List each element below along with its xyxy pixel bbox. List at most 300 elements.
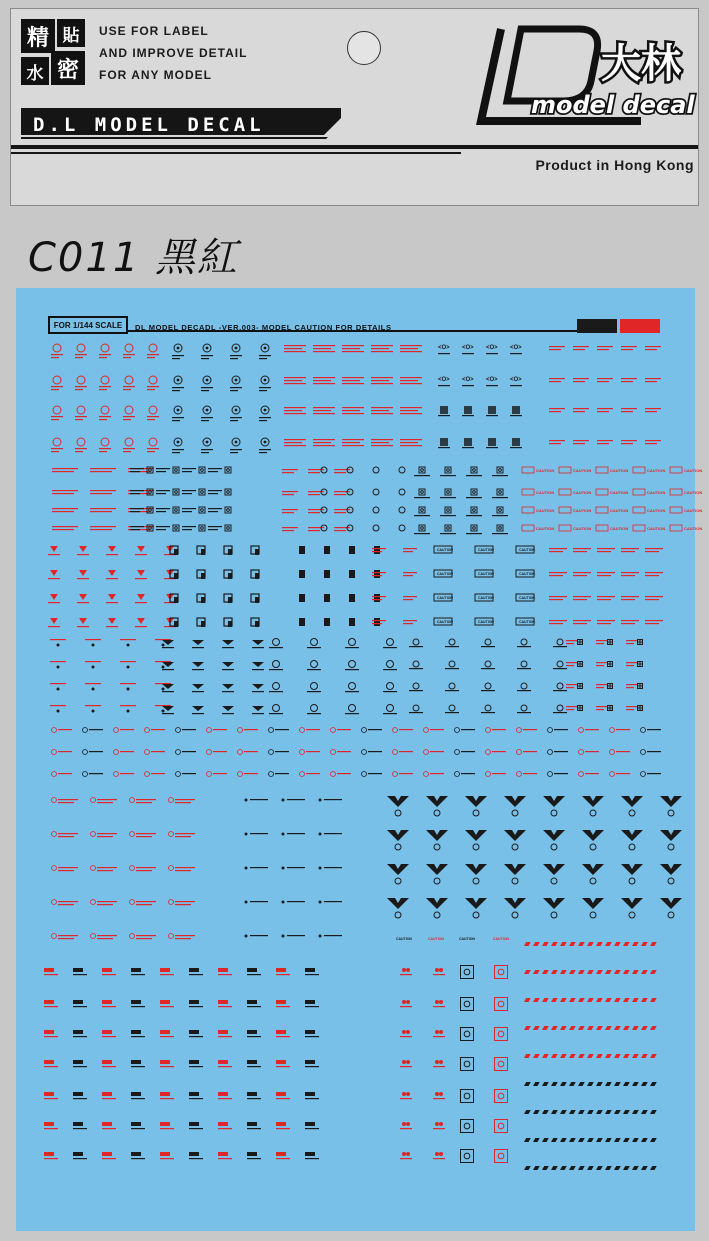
decal-caution-box: [559, 525, 571, 531]
decal-caution-text: CAUTION: [428, 937, 444, 941]
decal-line: [523, 751, 537, 752]
decal-line: [549, 408, 565, 409]
decal-chevron-ring: [629, 844, 635, 850]
decal-target-dot: [264, 379, 267, 382]
decal-dot: [57, 666, 60, 669]
decal-line: [596, 640, 608, 641]
decal-line: [433, 1098, 445, 1099]
decal-line: [247, 1098, 261, 1099]
decal-dot: [57, 710, 60, 713]
tagline-2: AND IMPROVE DETAIL: [99, 46, 248, 60]
decal-hazard-stripe: [524, 1082, 531, 1086]
decal-hazard-stripe: [632, 1138, 639, 1142]
decal-box-ring: [498, 1123, 504, 1129]
decal-box-ring: [464, 1061, 470, 1067]
decal-triangle: [222, 706, 234, 711]
decal-mark: [402, 1122, 406, 1126]
decal-line: [305, 1036, 319, 1037]
decal-box-ring: [639, 641, 641, 643]
decal-line: [372, 548, 386, 549]
decal-line: [156, 511, 166, 512]
decal-mark: [149, 376, 157, 384]
decal-mark: [53, 376, 61, 384]
decal-line: [553, 646, 567, 647]
decal-line: [162, 647, 174, 648]
decal-tag: [131, 1152, 141, 1156]
decal-box-ring: [579, 685, 581, 687]
decal-line: [99, 419, 107, 420]
decal-box: [608, 706, 613, 711]
decal-hazard-stripe: [560, 1026, 567, 1030]
decal-line: [573, 548, 591, 549]
decal-hazard-stripe: [578, 942, 585, 946]
decal-line: [549, 551, 563, 552]
decal-mark: [399, 525, 405, 531]
decal-box-ring: [473, 509, 476, 512]
decal-chevron: [465, 898, 487, 909]
decal-mark: [101, 344, 109, 352]
decal-line: [573, 440, 589, 441]
decal-mark: [53, 344, 61, 352]
decal-line: [324, 901, 342, 902]
decal-line: [372, 620, 386, 621]
decal-line: [182, 468, 196, 469]
decal-box: [495, 1150, 508, 1163]
decal-hazard-stripe: [533, 998, 540, 1002]
decal-caution-text: CAUTION: [610, 526, 629, 531]
decal-chevron: [660, 898, 682, 909]
decal-line: [371, 439, 393, 440]
decal-line: [106, 554, 118, 555]
decal-line: [218, 1128, 232, 1129]
decal-hazard-stripe: [524, 1110, 531, 1114]
decal-line: [597, 381, 609, 382]
decal-mark: [319, 799, 322, 802]
decal-line: [120, 751, 134, 752]
decal-caution-text: CAUTION: [536, 508, 555, 513]
decal-mark: [83, 772, 88, 777]
decal-mark: [455, 772, 460, 777]
decal-hazard-stripe: [614, 1110, 621, 1114]
decal-line: [213, 751, 227, 752]
decal-caution-text: CAUTION: [684, 526, 703, 531]
decal-tag: [131, 1122, 141, 1126]
decal-mark: [413, 705, 419, 711]
decal-caution-text: CAUTION: [573, 490, 592, 495]
decal-line: [50, 661, 66, 662]
decal-mark: [300, 750, 305, 755]
decal-chevron: [504, 898, 526, 909]
decal-caution-text: CAUTION: [519, 572, 535, 576]
decal-mark: [125, 344, 133, 352]
decal-line: [371, 383, 393, 384]
decal-box-ring: [175, 469, 178, 472]
decal-line: [156, 490, 170, 491]
decal-mark: [406, 1122, 410, 1126]
decal-line: [259, 452, 267, 453]
decal-line: [372, 551, 382, 552]
decal-line: [645, 440, 661, 441]
decal-mark: [53, 406, 61, 414]
decal-mark: [52, 798, 57, 803]
decal-caution-text: CAUTION: [573, 468, 592, 473]
decal-line: [189, 1158, 203, 1159]
decal-hazard-stripe: [560, 1110, 567, 1114]
decal-box: [173, 525, 179, 531]
decal-tag: [102, 1122, 112, 1126]
decal-line: [275, 751, 289, 752]
decal-line: [230, 449, 242, 450]
decal-mark: [439, 968, 443, 972]
decal-red-mark: [79, 594, 87, 600]
decal-line: [621, 440, 637, 441]
decal-line: [131, 974, 145, 975]
decal-line: [645, 596, 663, 597]
decal-line: [645, 599, 659, 600]
decal-line: [44, 1158, 58, 1159]
decal-tag: [131, 1060, 141, 1064]
decal-mark: [101, 406, 109, 414]
decal-line: [313, 407, 335, 408]
decal-hazard-stripe: [542, 1026, 549, 1030]
decal-line: [123, 448, 135, 449]
decal-line: [73, 1036, 87, 1037]
decal-line: [334, 512, 346, 513]
decal-box: [225, 489, 231, 495]
decal-line: [414, 475, 430, 476]
decal-chevron-ring: [395, 878, 401, 884]
decal-mark: [282, 935, 285, 938]
decal-line: [259, 417, 271, 418]
decal-hazard-stripe: [587, 1054, 594, 1058]
decal-line: [269, 669, 283, 670]
decal-mark: [387, 683, 394, 690]
decal-caution-text: CAUTION: [478, 596, 494, 600]
decal-line: [409, 668, 423, 669]
decal-box: [419, 525, 425, 531]
decal-line: [510, 415, 522, 416]
decal-line: [58, 773, 72, 774]
decal-mark: [435, 1030, 439, 1034]
decal-line: [566, 640, 578, 641]
decal-line: [130, 468, 144, 469]
decal-box-ring: [201, 491, 204, 494]
decal-bracket-fill: [201, 597, 205, 603]
decal-mark: [393, 750, 398, 755]
decal-line: [131, 1066, 145, 1067]
decal-line: [102, 1036, 116, 1037]
decal-caution-box: [559, 467, 571, 473]
decal-line: [230, 390, 238, 391]
decal-line: [123, 357, 131, 358]
decal-line: [597, 411, 609, 412]
decal-mark: [319, 867, 322, 870]
decal-line: [597, 623, 611, 624]
decal-chevron: [582, 864, 604, 875]
decal-chevron: [465, 830, 487, 841]
decal-line: [259, 387, 271, 388]
decal-box-ring: [579, 641, 581, 643]
decal-grid-square: [512, 438, 520, 446]
decal-line: [90, 468, 116, 469]
decal-line: [284, 380, 302, 381]
decal-caution-text: CAUTION: [478, 548, 494, 552]
decal-mark: [169, 866, 174, 871]
decal-box-ring: [227, 469, 230, 472]
decal-line: [284, 383, 306, 384]
decal-line: [89, 751, 103, 752]
decal-line: [371, 351, 393, 352]
decal-mark: [362, 728, 367, 733]
decal-tag: [131, 1092, 141, 1096]
decal-line: [97, 938, 113, 939]
decal-box-ring: [447, 527, 450, 530]
decal-line: [99, 448, 111, 449]
decal-chevron-ring: [668, 810, 674, 816]
decal-box: [497, 467, 503, 473]
decal-line: [284, 351, 306, 352]
decal-mark: [406, 1000, 410, 1004]
decal-line: [626, 706, 638, 707]
decal-hazard-stripe: [632, 1082, 639, 1086]
decal-hazard-stripe: [587, 970, 594, 974]
decal-line: [131, 1098, 145, 1099]
decal-line: [481, 646, 495, 647]
decal-hazard-stripe: [641, 970, 648, 974]
decal-line: [130, 493, 140, 494]
decal-hazard-stripe: [533, 970, 540, 974]
decal-line: [573, 346, 589, 347]
decal-mark: [485, 705, 491, 711]
decal-line: [58, 901, 78, 902]
decal-mark: [486, 772, 491, 777]
decal-line: [403, 599, 413, 600]
decal-bracket-fill: [255, 549, 259, 555]
decal-dot: [92, 688, 95, 691]
decal-line: [371, 445, 393, 446]
decal-line: [222, 713, 234, 714]
decal-mark: [169, 934, 174, 939]
decal-box-ring: [499, 491, 502, 494]
decal-tag: [102, 1152, 112, 1156]
decal-tag: [305, 1060, 315, 1064]
decal-black-chip: [374, 570, 380, 578]
decal-line: [175, 901, 195, 902]
decal-line: [585, 729, 599, 730]
decal-box: [445, 467, 451, 473]
decal-tag: [305, 1122, 315, 1126]
decal-line: [201, 387, 213, 388]
decal-line: [492, 475, 508, 476]
decal-mark: [349, 639, 356, 646]
decal-line: [58, 935, 78, 936]
decal-box: [578, 684, 583, 689]
decal-line: [414, 497, 430, 498]
decal-line: [645, 408, 661, 409]
decal-box: [495, 966, 508, 979]
decal-mark: [130, 832, 135, 837]
decal-line: [621, 411, 633, 412]
decal-mark: [169, 798, 174, 803]
decal-tag: [73, 1122, 83, 1126]
decal-mark: [579, 750, 584, 755]
decal-line: [466, 515, 482, 516]
decal-line: [647, 729, 661, 730]
decal-mark: [125, 438, 133, 446]
decal-mark: [101, 438, 109, 446]
decal-line: [192, 669, 204, 670]
decal-hazard-stripe: [524, 942, 531, 946]
decal-hazard-stripe: [614, 1166, 621, 1170]
decal-tag: [160, 1030, 170, 1034]
decal-line: [400, 351, 422, 352]
decal-hazard-stripe: [578, 998, 585, 1002]
decal-line: [409, 646, 423, 647]
decal-line: [284, 348, 302, 349]
decal-triangle: [222, 684, 234, 689]
decal-box: [461, 998, 474, 1011]
decal-caution-text: CAUTION: [573, 508, 592, 513]
decal-hazard-stripe: [614, 970, 621, 974]
decal-line: [403, 575, 413, 576]
decal-line: [58, 751, 72, 752]
decal-line: [597, 599, 611, 600]
decal-chevron: [621, 796, 643, 807]
decal-line: [75, 419, 83, 420]
decal-box: [578, 662, 583, 667]
decal-line: [287, 799, 305, 800]
decal-mark: [169, 832, 174, 837]
decal-line: [324, 833, 342, 834]
decal-box: [173, 507, 179, 513]
decal-line: [52, 493, 74, 494]
decal-mark: [91, 798, 96, 803]
decal-hazard-stripe: [551, 1138, 558, 1142]
decal-line: [342, 442, 360, 443]
decal-bracket-fill: [228, 549, 232, 555]
decal-chevron-ring: [395, 844, 401, 850]
decal-caution-box: [633, 467, 645, 473]
decal-mark: [435, 1122, 439, 1126]
decal-triangle: [222, 640, 234, 645]
decal-line: [492, 515, 508, 516]
decal-line: [201, 358, 209, 359]
decal-line: [438, 353, 450, 354]
decal-mark: [373, 489, 379, 495]
decal-line: [276, 1158, 290, 1159]
decal-line: [172, 449, 184, 450]
decal-mark: [435, 1152, 439, 1156]
decal-line: [131, 1128, 145, 1129]
decal-tag: [73, 1092, 83, 1096]
decal-line: [549, 411, 561, 412]
decal-target-dot: [264, 347, 267, 350]
decal-line: [371, 407, 393, 408]
decal-mark: [176, 750, 181, 755]
decal-target-dot: [206, 379, 209, 382]
decal-line: [342, 413, 364, 414]
decal-line: [106, 578, 118, 579]
decal-line: [99, 389, 107, 390]
decal-sheet: [16, 288, 703, 1231]
decal-hazard-stripe: [542, 1054, 549, 1058]
decal-line: [102, 1158, 116, 1159]
decal-caution-text: CAUTION: [536, 490, 555, 495]
decal-grid-square: [512, 406, 520, 414]
decal-line: [492, 773, 506, 774]
decal-line: [156, 493, 166, 494]
tagline-1: USE FOR LABEL: [99, 24, 209, 38]
decal-line: [151, 751, 165, 752]
decal-bracket-fill: [174, 573, 178, 579]
decal-hazard-stripe: [614, 1082, 621, 1086]
decal-tag: [276, 1030, 286, 1034]
decal-hazard-stripe: [569, 970, 576, 974]
decal-mark: [485, 661, 491, 667]
decal-hazard-stripe: [542, 1082, 549, 1086]
decal-line: [90, 471, 112, 472]
decal-line: [189, 1036, 203, 1037]
decal-chevron-ring: [434, 844, 440, 850]
decal-line: [218, 1006, 232, 1007]
decal-line: [400, 383, 422, 384]
decal-line: [342, 351, 364, 352]
decal-line: [400, 348, 418, 349]
decal-mark: [455, 728, 460, 733]
decal-line: [597, 548, 615, 549]
decal-line: [208, 508, 222, 509]
decal-mark: [91, 934, 96, 939]
decal-target-dot: [206, 409, 209, 412]
decal-line: [90, 490, 116, 491]
decal-line: [621, 623, 635, 624]
decal-box: [445, 525, 451, 531]
decal-caution-text: CAUTION: [573, 526, 592, 531]
decal-mark: [91, 900, 96, 905]
decal-mark: [373, 507, 379, 513]
decal-mark: [269, 750, 274, 755]
decal-line: [77, 554, 89, 555]
decal-box-ring: [421, 491, 424, 494]
decal-black-chip: [299, 594, 305, 602]
decal-mark: [91, 866, 96, 871]
decal-mark: [402, 1092, 406, 1096]
decal-line: [433, 1066, 445, 1067]
decal-line: [430, 773, 444, 774]
decal-box: [495, 998, 508, 1011]
decal-line: [305, 974, 319, 975]
decal-caution-text: CAUTION: [610, 490, 629, 495]
decal-line: [400, 445, 422, 446]
decal-line: [147, 416, 159, 417]
decal-chevron-ring: [512, 912, 518, 918]
decal-line: [52, 490, 78, 491]
decal-hazard-stripe: [569, 1138, 576, 1142]
decal-box-ring: [149, 491, 152, 494]
decal-hazard-stripe: [605, 1026, 612, 1030]
decal-line: [313, 445, 335, 446]
decal-line: [308, 494, 320, 495]
decal-line: [252, 691, 264, 692]
decal-line: [147, 386, 159, 387]
decal-line: [400, 410, 418, 411]
decal-box: [638, 684, 643, 689]
decal-caution-text: CAUTION: [459, 937, 475, 941]
decal-grid: [16, 288, 703, 1231]
decal-hazard-stripe: [596, 1110, 603, 1114]
decal-mark: [486, 750, 491, 755]
decal-tag: [44, 968, 54, 972]
